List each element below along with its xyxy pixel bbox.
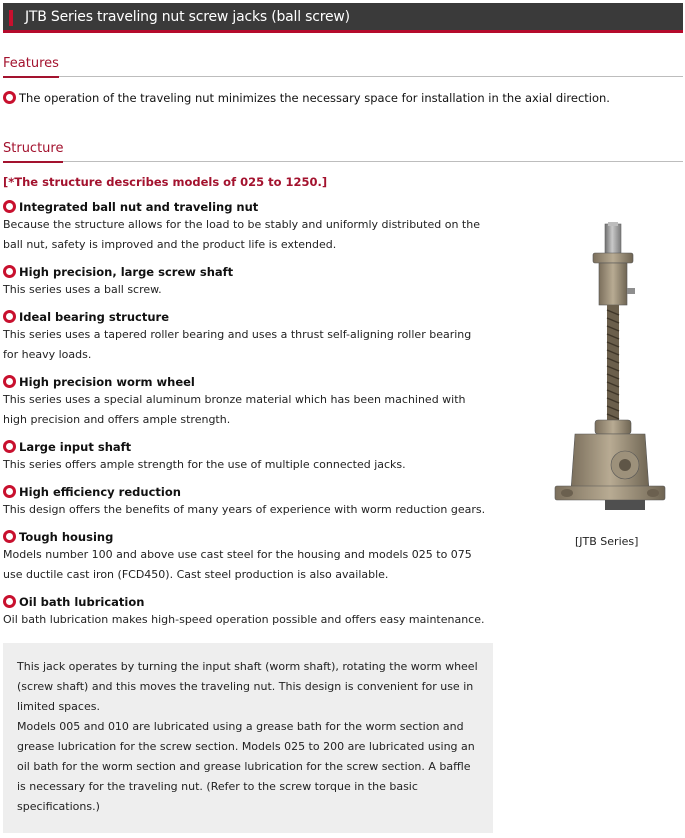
- bottom-plate: [605, 500, 645, 510]
- structure-heading: Structure: [3, 140, 63, 163]
- features-section-header: [3, 55, 683, 77]
- traveling-nut-bolt: [627, 288, 635, 294]
- bullet-ring-icon: [3, 265, 16, 278]
- structure-item-title-row: [3, 485, 488, 500]
- structure-item-body: This design offers the benefits of many years of experience with worm reduction gears.: [3, 503, 486, 516]
- info-paragraph: Models 005 and 010 are lubricated using a grease bath for the worm section and grease lubrication for the screw section. Models 025 to 200 are lubricated using an oil bath for the worm section and grease lubrication for the screw section. A baffle is necessary for the traveling nut. (Refer to the screw torque in the basic specifications.): [17, 720, 475, 813]
- bullet-ring-icon: [3, 485, 16, 498]
- traveling-nut-flange: [593, 253, 633, 263]
- shaft-end: [605, 224, 621, 254]
- top-cover: [595, 420, 631, 434]
- input-shaft: [619, 459, 631, 471]
- features-heading: Features: [3, 55, 59, 78]
- structure-item-title: Integrated ball nut and traveling nut: [19, 200, 259, 214]
- structure-item-body: Oil bath lubrication makes high-speed operation possible and offers easy maintenance.: [3, 613, 485, 626]
- bullet-ring-icon: [3, 530, 16, 543]
- page-title: JTB Series traveling nut screw jacks (ball screw): [25, 9, 350, 25]
- structure-item-title: Ideal bearing structure: [19, 310, 170, 324]
- structure-item-title-row: [3, 200, 488, 215]
- structure-item-body: This series offers ample strength for the use of multiple connected jacks.: [3, 458, 406, 471]
- structure-item-body: This series uses a tapered roller bearing and uses a thrust self-aligning roller bearing for heavy loads.: [3, 328, 472, 361]
- structure-item: [3, 375, 488, 430]
- structure-item: [3, 485, 488, 520]
- structure-item-title-row: [3, 265, 488, 280]
- structure-item-body: This series uses a ball screw.: [3, 283, 162, 296]
- traveling-nut-body: [599, 263, 627, 305]
- title-bar: [3, 3, 683, 33]
- structure-item: [3, 530, 488, 585]
- structure-item: [3, 310, 488, 365]
- feature-text: The operation of the traveling nut minimizes the necessary space for installation in the axial direction.: [19, 91, 610, 105]
- base-mount-left: [561, 489, 573, 497]
- screw-jack-illustration: [545, 220, 675, 520]
- structure-item: [3, 200, 488, 255]
- title-accent: [9, 10, 13, 26]
- info-box: [3, 643, 493, 833]
- structure-item: [3, 595, 488, 630]
- bullet-ring-icon: [3, 440, 16, 453]
- structure-item-body: Models number 100 and above use cast steel for the housing and models 025 to 075 use ductile cast iron (FCD450). Cast steel production is also available.: [3, 548, 472, 581]
- bullet-ring-icon: [3, 200, 16, 213]
- structure-item-body: This series uses a special aluminum bronze material which has been machined with high precision and offers ample strength.: [3, 393, 466, 426]
- structure-item: [3, 265, 488, 300]
- bullet-ring-icon: [3, 375, 16, 388]
- feature-item: [3, 91, 610, 105]
- bullet-ring-icon: [3, 91, 16, 104]
- structure-item-body: Because the structure allows for the load to be stably and uniformly distributed on the ball nut, safety is improved and the product life is extended.: [3, 218, 480, 251]
- figure-caption: [JTB Series]: [575, 535, 639, 548]
- structure-item-title-row: [3, 530, 488, 545]
- base-mount-right: [647, 489, 659, 497]
- structure-item-title: Oil bath lubrication: [19, 595, 145, 609]
- structure-item-title: Tough housing: [19, 530, 114, 544]
- structure-item-title: High precision worm wheel: [19, 375, 195, 389]
- structure-note: [*The structure describes models of 025 to 1250.]: [3, 175, 328, 189]
- structure-item-title-row: [3, 375, 488, 390]
- bullet-ring-icon: [3, 595, 16, 608]
- info-paragraph: This jack operates by turning the input shaft (worm shaft), rotating the worm wheel (screw shaft) and this moves the traveling nut. This design is convenient for use in limited spaces.: [17, 660, 478, 713]
- structure-item-title: High precision, large screw shaft: [19, 265, 234, 279]
- structure-item: [3, 440, 488, 475]
- structure-section-header: [3, 140, 683, 162]
- structure-item-title-row: [3, 310, 488, 325]
- structure-item-title-row: [3, 440, 488, 455]
- structure-item-title: High efficiency reduction: [19, 485, 181, 499]
- structure-item-title-row: [3, 595, 488, 610]
- shaft-end-tip: [608, 222, 618, 226]
- bullet-ring-icon: [3, 310, 16, 323]
- structure-item-title: Large input shaft: [19, 440, 132, 454]
